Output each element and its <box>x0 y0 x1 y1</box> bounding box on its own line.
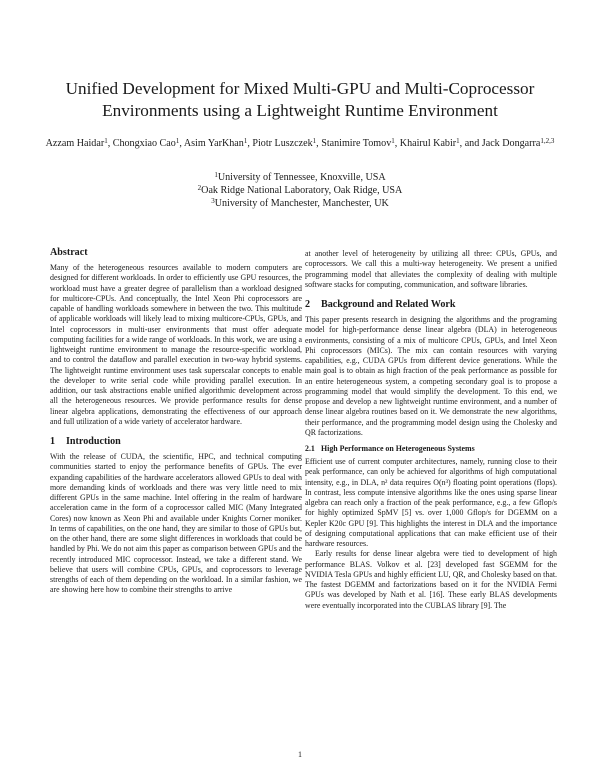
introduction-text: With the release of CUDA, the scientific, HPC, and technical computing communities started to enjoy the performance benefits of GPUs. The ever expanding capabilities of the hardware accelerators allowed GPUs to deal with more demanding kinds of workloads and there was very little need to mix different GPUs in the same machine. Intel offering in the realm of hardware acceleration came in the form of a coprocessor called MIC (Many Integrated Cores) now known as Xeon Phi and available under Knights Corner moniker. In terms of capabilities, on the one hand, they are similar to those of GPUs but, on the other hand, there are some slight differences in workloads that could be handled by Phi. We do not aim this paper as comparison between GPUs and the recently introduced MIC coprocessor. Instead, we take a different stand. We believe that users will combine CPUs, GPUs, and coprocessors to leverage strengths of each of them depending on the workload. In a similar fashion, we are showing here how to combine their strengths to arrive <box>50 452 302 595</box>
section-heading-introduction: 1 Introduction <box>50 436 121 447</box>
hpc-paragraph-2: Early results for dense linear algebra were tied to development of high performance BLAS. Volkov et al. [23] developed fast SGEMM for the NVIDIA Tesla GPUs and highly efficient LU, QR, and Cholesky based on that. The fastest DGEMM and factorizations based on it for the NVIDIA Fermi GPUs was developed by Nath et al. [16]. These early BLAS developments were eventually incorporated into the CUBLAS library [9]. The <box>305 549 557 610</box>
author-affiliation-mark: 1 <box>391 137 395 145</box>
author-name: Jack Dongarra$^{1,2,3}$ <box>481 137 555 149</box>
author-list: Azzam Haidar$^1$, Chongxiao Cao$^1$, Asim YarKhan$^1$, Piotr Luszczek$^1$, Stanimire Tomov$^1$, Khairul Kabir$^1$, and Jack Dongarra$^{1,2,3}$ <box>45 137 555 149</box>
author-name: Khairul Kabir$^1$ <box>399 137 460 149</box>
right-column <box>305 249 557 611</box>
author-affiliation-mark: 1 <box>312 137 317 145</box>
author-affiliation-mark: 1,2,3 <box>540 137 555 145</box>
author-affiliation-mark: 1 <box>243 137 248 145</box>
abstract-text: Many of the heterogeneous resources available to modern computers are designed for different workloads. In order to efficiently use GPU resources, the workload must have a greater degree of parallelism than a workload designed for multicore-CPUs. And conceptually, the Intel Xeon Phi coprocessors are capable of handling workloads somewhere in between the two. This multitude of applicable workloads will likely lead to mixing multicore-CPUs, GPUs, and Intel coprocessors in multi-user environments that must offer adequate computing facilities for a wide range of workloads. In this work, we are using a lightweight runtime environment to manage the resource-specific workload, and to control the dataflow and parallel execution in two-way hybrid systems. The lightweight runtime environment uses task superscalar concepts to enable the developer to write serial code while providing parallel execution. In addition, our task abstractions enable unified algorithmic development across all the heterogeneous resources. We provide performance results for dense linear algebra applications, demonstrating the effectiveness of our approach and full utilization of a wide variety of accelerator hardware. <box>50 263 302 426</box>
affiliation-list <box>40 171 560 210</box>
affiliation: $^3$University of Manchester, Manchester, UK <box>211 197 389 209</box>
section-heading-background: 2 Background and Related Work <box>305 299 456 310</box>
background-text: This paper presents research in designing the algorithms and the programing model for high-performance dense linear algebra (DLA) in heterogeneous environments, consisting of a mix of multicore CPUs, GPUs, and Intel Xeon Phi coprocessors (MICs). The mix can contain resources with varying capabilities, e.g., CUDA GPUs from different device generations. While the main goal is to obtain as high fraction of the peak performance as possible for an entire heterogeneous system, a competing secondary goal is to propose a programming model that would simplify the development. To this end, we propose and develop a new lightweight runtime environment, and a number of dense linear algebra routines based on it. We demonstrate the new algorithms, their performance, and the programming model design using the Cholesky and QR factorizations. <box>305 315 557 437</box>
author-affiliation-mark: 1 <box>104 137 108 145</box>
author-name: Stanimire Tomov$^1$ <box>321 137 395 149</box>
paper-title: Unified Development for Mixed Multi-GPU and Multi-Coprocessor Environments using a Lightweight Runtime Environment <box>65 79 535 120</box>
hpc-paragraph-1: Efficient use of current computer architectures, namely, running close to their peak performance, can only be achieved for algorithms of high computational intensity, e.g., in DLA, n² data requires O(n³) floating point operations (flops). In contrast, less compute intensive algorithms like the ones using sparse linear algebra can reach only a fraction of the peak performance, e.g., a few Gflop/s for highly optimized SpMV [5] vs. over 1,000 Gflop/s for DGEMM on a Kepler K20c GPU [9]. This highlights the interest in DLA and the importance of designing computational applications that can make efficient use of their hardware resources. <box>305 457 557 548</box>
author-name: Azzam Haidar$^1$ <box>45 137 108 149</box>
author-name: Asim YarKhan$^1$ <box>183 137 248 149</box>
subsection-heading-hpc: 2.1 High Performance on Heterogeneous Systems <box>305 444 475 453</box>
page-number: 1 <box>298 750 302 759</box>
author-name: Chongxiao Cao$^1$ <box>112 137 180 149</box>
affiliation: $^2$Oak Ridge National Laboratory, Oak Ridge, USA <box>197 184 403 196</box>
affiliation: $^1$University of Tennessee, Knoxville, USA <box>214 171 386 183</box>
author-name: Piotr Luszczek$^1$ <box>252 137 317 149</box>
abstract-heading: Abstract <box>50 247 88 258</box>
author-affiliation-mark: 1 <box>175 137 180 145</box>
left-column <box>50 246 302 596</box>
introduction-continued-text: at another level of heterogeneity by utilizing all three: CPUs, GPUs, and coprocessors. We call this a multi-way heterogeneity. We present a unified programming model that alleviates the complexity of dealing with multiple software stacks for computing, communication, and software libraries. <box>305 249 557 289</box>
author-affiliation-mark: 1 <box>456 137 460 145</box>
